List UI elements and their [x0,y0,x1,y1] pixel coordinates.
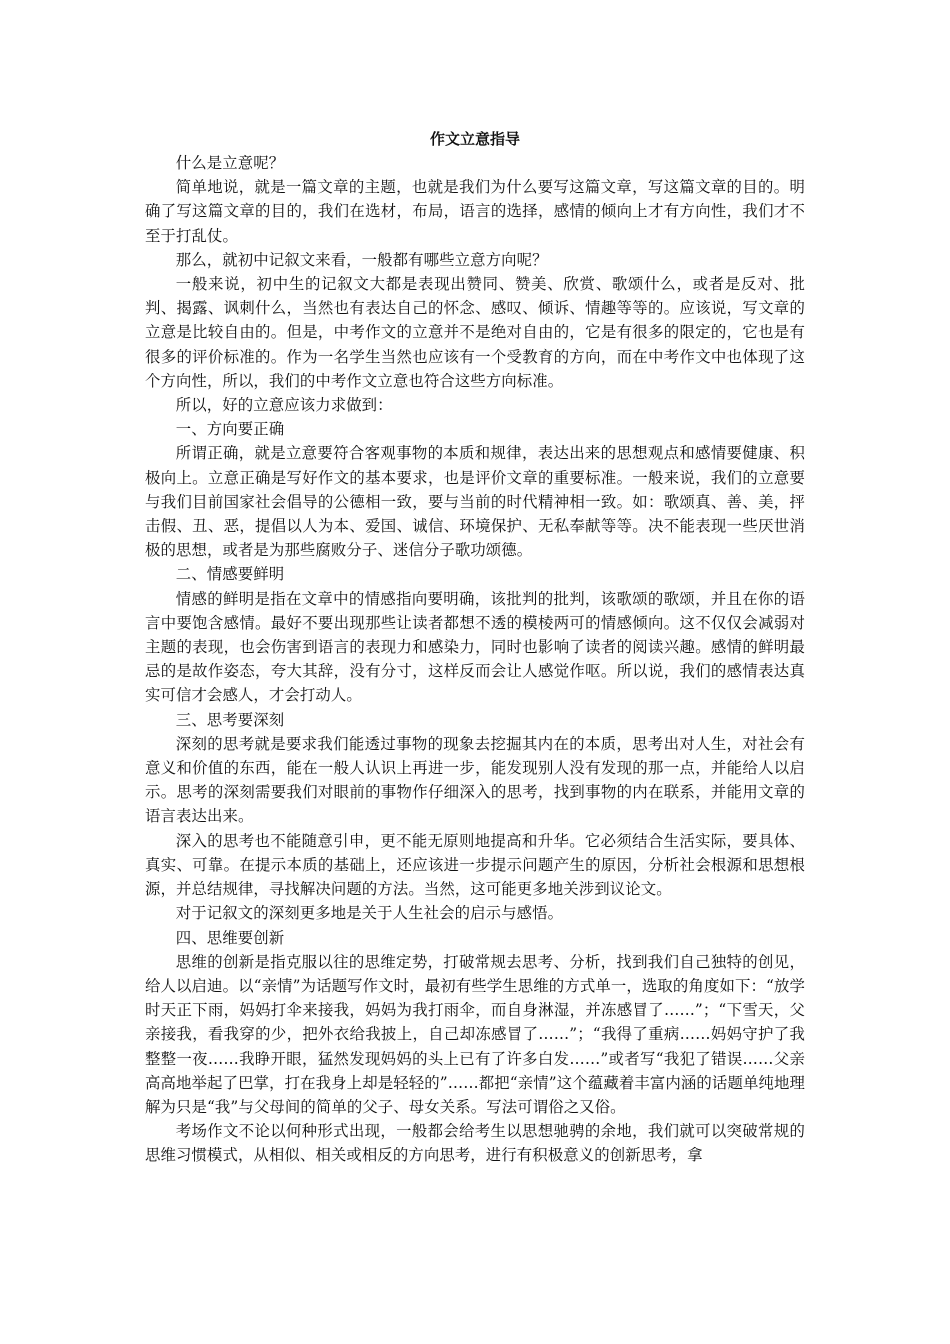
paragraph: 深入的思考也不能随意引申，更不能无原则地提高和升华。它必须结合生活实际，要具体、真实、可靠。在提示本质的基础上，还应该进一步提示问题产生的原因，分析社会根源和思想根源，并总结规律，寻找解决问题的方法。当然，这可能更多地关涉到议论文。 [145,831,805,899]
paragraph: 思维的创新是指克服以往的思维定势，打破常规去思考、分析，找到我们自己独特的创见，给人以启迪。以“亲情”为话题写作文时，最初有些学生思维的方式单一，选取的角度如下：“放学时天正下雨，妈妈打伞来接我，妈妈为我打雨伞，而自身淋湿，并冻感冒了……”；“下雪天，父亲接我，看我穿的少，把外衣给我披上，自己却冻感冒了……”；“我得了重病……妈妈守护了我整整一夜……我睁开眼，猛然发现妈妈的头上已有了许多白发……”或者写“我犯了错误……父亲高高地举起了巴掌，打在我身上却是轻轻的”……都把“亲情”这个蕴藏着丰富内涵的话题单纯地理解为只是“我”与父母间的简单的父子、母女关系。写法可谓俗之又俗。 [145,952,805,1116]
section-heading: 一、方向要正确 [175,420,285,439]
paragraph: 一般来说，初中生的记叙文大都是表现出赞同、赞美、欣赏、歌颂什么，或者是反对、批判、揭露、讽刺什么，当然也有表达自己的怀念、感叹、倾诉、情趣等等的。应该说，写文章的立意是比较自由的。但是，中考作文的立意并不是绝对自由的，它是有很多的限定的，它也是有很多的评价标准的。作为一名学生当然也应该有一个受教育的方向，而在中考作文中也体现了这个方向性，所以，我们的中考作文立意也符合这些方向标准。 [145,275,805,390]
paragraph: 深刻的思考就是要求我们能透过事物的现象去挖掘其内在的本质，思考出对人生，对社会有意义和价值的东西，能在一般人认识上再进一步，能发现别人没有发现的那一点，并能给人以启示。思考的深刻需要我们对眼前的事物作仔细深入的思考，找到事物的内在联系，并能用文章的语言表达出来。 [145,734,805,826]
document-page [145,127,805,1168]
document-title: 作文立意指导 [429,130,520,148]
paragraph: 那么，就初中记叙文来看，一般都有哪些立意方向呢？ [175,250,548,269]
paragraph: 对于记叙文的深刻更多地是关于人生社会的启示与感悟。 [175,904,564,923]
paragraph: 简单地说，就是一篇文章的主题，也就是我们为什么要写这篇文章，写这篇文章的目的。明确了写这篇文章的目的，我们在选材，布局，语言的选择，感情的倾向上才有方向性，我们才不至于打乱仗。 [145,178,805,245]
intro-question: 什么是立意呢？ [175,154,285,172]
paragraph: 情感的鲜明是指在文章中的情感指向要明确，该批判的批判，该歌颂的歌颂，并且在你的语言中要饱含感情。最好不要出现那些让读者都想不透的模棱两可的情感倾向。这不仅仅会减弱对主题的表现，也会伤害到语言的表现力和感染力，同时也影响了读者的阅读兴趣。感情的鲜明最忌的是故作姿态，夸大其辞，没有分寸，这样反而会让人感觉作呕。所以说，我们的感情表达真实可信才会感人，才会打动人。 [145,589,805,705]
section-heading: 三、思考要深刻 [175,710,285,729]
section-heading: 四、思维要创新 [175,928,285,947]
paragraph: 考场作文不论以何种形式出现，一般都会给考生以思想驰骋的余地，我们就可以突破常规的思维习惯模式，从相似、相关或相反的方向思考，进行有积极意义的创新思考，拿 [145,1122,805,1165]
paragraph: 所谓正确，就是立意要符合客观事物的本质和规律，表达出来的思想观点和感情要健康、积极向上。立意正确是写好作文的基本要求，也是评价文章的重要标准。一般来说，我们的立意要与我们目前国家社会倡导的公德相一致，要与当前的时代精神相一致。如：歌颂真、善、美，抨击假、丑、恶，提倡以人为本、爱国、诚信、环境保护、无私奉献等等。决不能表现一些厌世消极的思想，或者是为那些腐败分子、迷信分子歌功颂德。 [145,444,805,560]
paragraph: 所以，好的立意应该力求做到： [175,396,393,415]
section-heading: 二、情感要鲜明 [175,565,285,584]
